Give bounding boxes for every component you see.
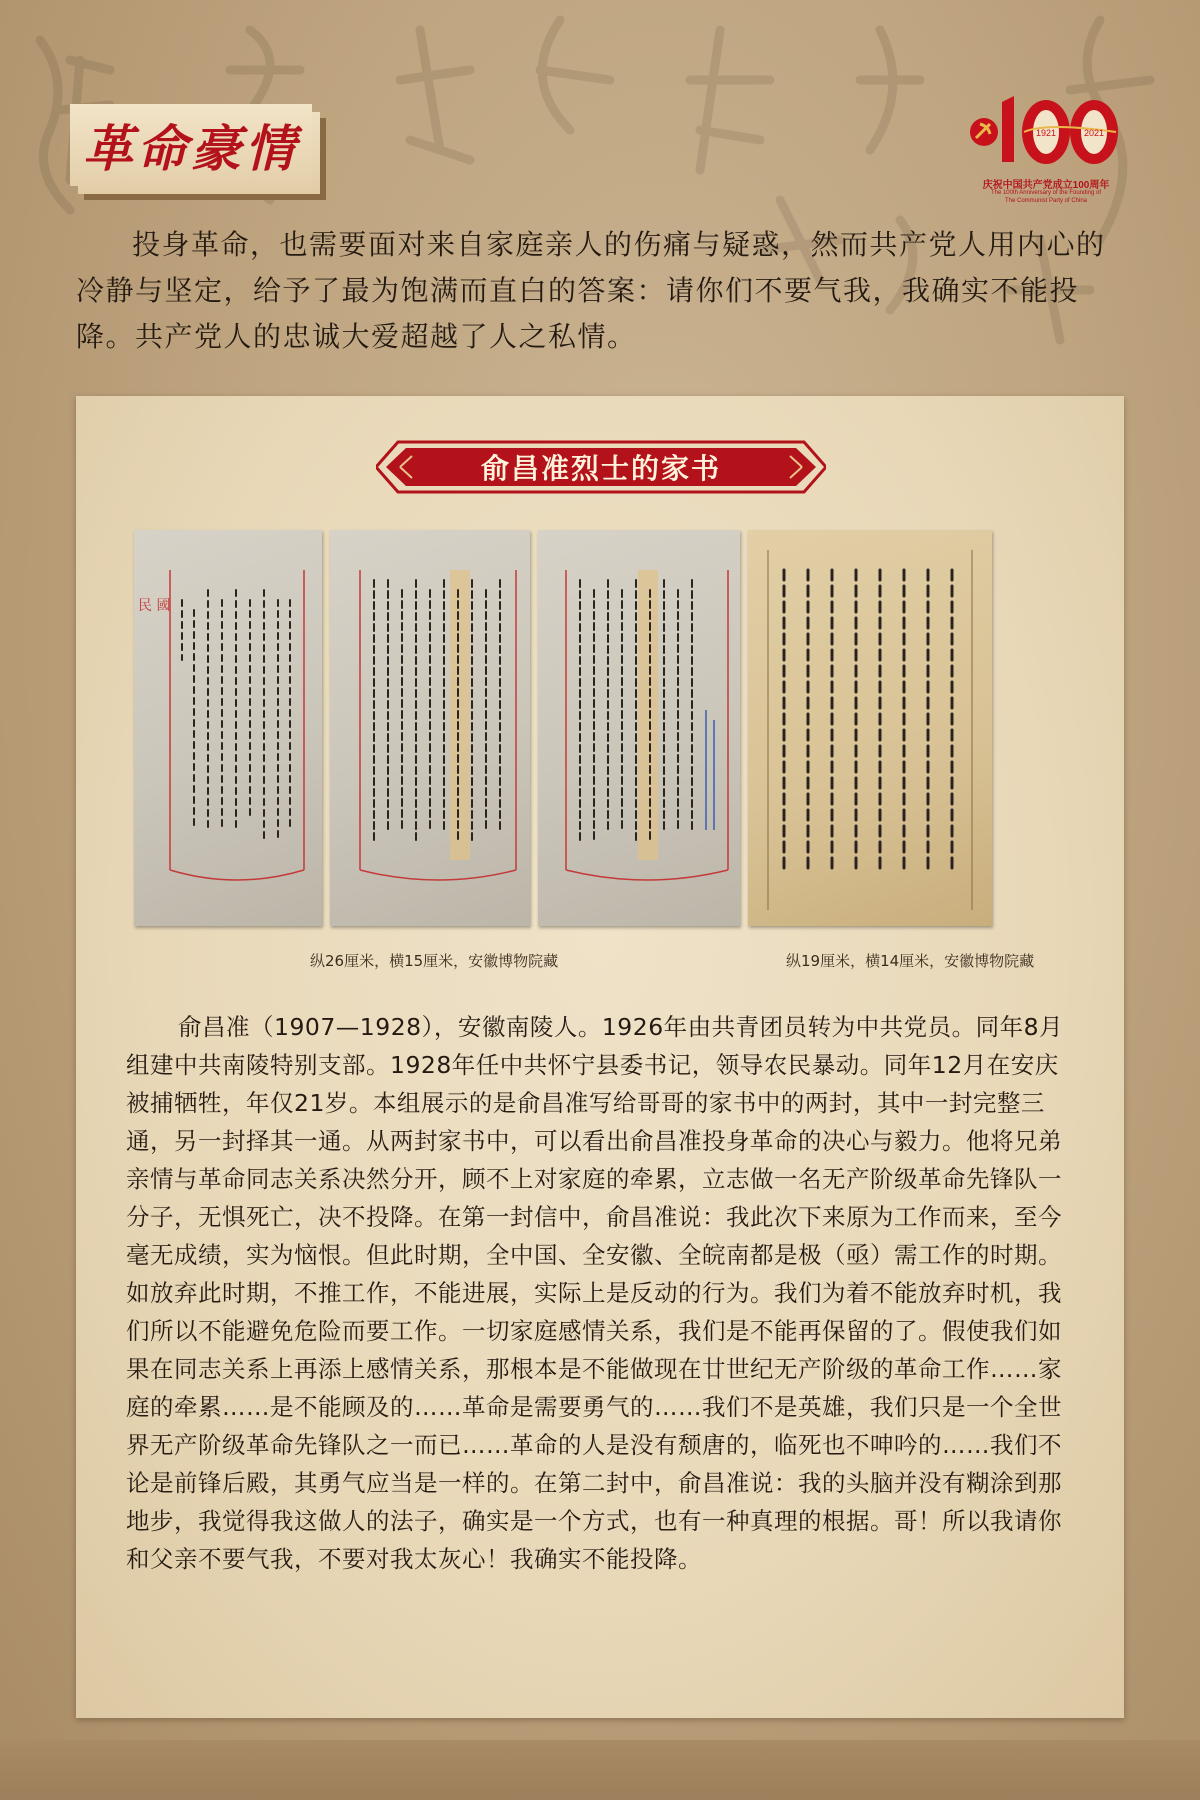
section-title: 革命豪情 (83, 119, 299, 178)
letter-handwriting-2 (330, 530, 530, 926)
letter-page-4 (748, 530, 992, 926)
logo-year-end: 2021 (1083, 128, 1105, 138)
letter-handwriting-1 (134, 530, 322, 926)
section-header (78, 112, 320, 194)
logo-year-start: 1921 (1035, 128, 1057, 138)
caption-right: 纵19厘米，横14厘米，安徽博物院藏 (786, 952, 1035, 970)
caption-left: 纵26厘米，横15厘米，安徽博物院藏 (310, 952, 559, 970)
letter-page-1 (134, 530, 322, 926)
letter-banner (376, 436, 826, 498)
letter-handwriting-3 (538, 530, 740, 926)
party-emblem-100-icon (966, 92, 1126, 176)
banner-title: 俞昌准烈士的家书 (480, 452, 721, 485)
letterhead-mark-1: 民 國 (138, 598, 171, 614)
bottom-strip (0, 1740, 1200, 1800)
letter-handwriting-4 (748, 530, 992, 926)
content-panel (76, 396, 1124, 1718)
letter-page-2 (330, 530, 530, 926)
logo-caption-en-1: The 100th Anniversary of the Founding of (990, 190, 1102, 196)
letter-page-3 (538, 530, 740, 926)
anniversary-logo (966, 92, 1126, 204)
logo-caption-en-2: The Communist Party of China (1004, 198, 1088, 204)
body-paragraph: 俞昌准（1907—1928），安徽南陵人。1926年由共青团员转为中共党员。同年8月组建中共南陵特别支部。1928年任中共怀宁县委书记，领导农民暴动。同年12月在安庆被捕牺牲，年仅21岁。本组展示的是俞昌准写给哥哥的家书中的两封，其中一封完整三通，另一封择其一通。从两封家书中，可以看出俞昌准投身革命的决心与毅力。他将兄弟亲情与革命同志关系决然分开，顾不上对家庭的牵累，立志做一名无产阶级革命先锋队一分子，无惧死亡，决不投降。在第一封信中，俞昌准说：我此次下来原为工作而来，至今毫无成绩，实为恼恨。但此时期，全中国、全安徽、全皖南都是极（亟）需工作的时期。如放弃此时期，不推工作，不能进展，实际上是反动的行为。我们为着不能放弃时机，我们所以不能避免危险而要工作。一切家庭感情关系，我们是不能再保留的了。假使我们如果在同志关系上再添上感情关系，那根本是不能做现在廿世纪无产阶级的革命工作……家庭的牵累……是不能顾及的……革命是需要勇气的……我们不是英雄，我们只是一个全世界无产阶级革命先锋队之一而已……革命的人是没有颓唐的，临死也不呻吟的……我们不论是前锋后殿，其勇气应当是一样的。在第二封中，俞昌准说：我的头脑并没有糊涂到那地步，我觉得我这做人的法子，确实是一个方式，也有一种真理的根据。哥！所以我请你和父亲不要气我，不要对我太灰心！我确实不能投降。 (126, 1013, 1064, 1573)
intro-paragraph: 投身革命，也需要面对来自家庭亲人的伤痛与疑惑，然而共产党人用内心的冷静与坚定，给予了最为饱满而直白的答案：请你们不要气我，我确实不能投降。共产党人的忠诚大爱超越了人之私情。 (76, 228, 1106, 353)
logo-caption-cn: 庆祝中国共产党成立100周年 (982, 180, 1110, 191)
letter-photos (134, 530, 1094, 930)
